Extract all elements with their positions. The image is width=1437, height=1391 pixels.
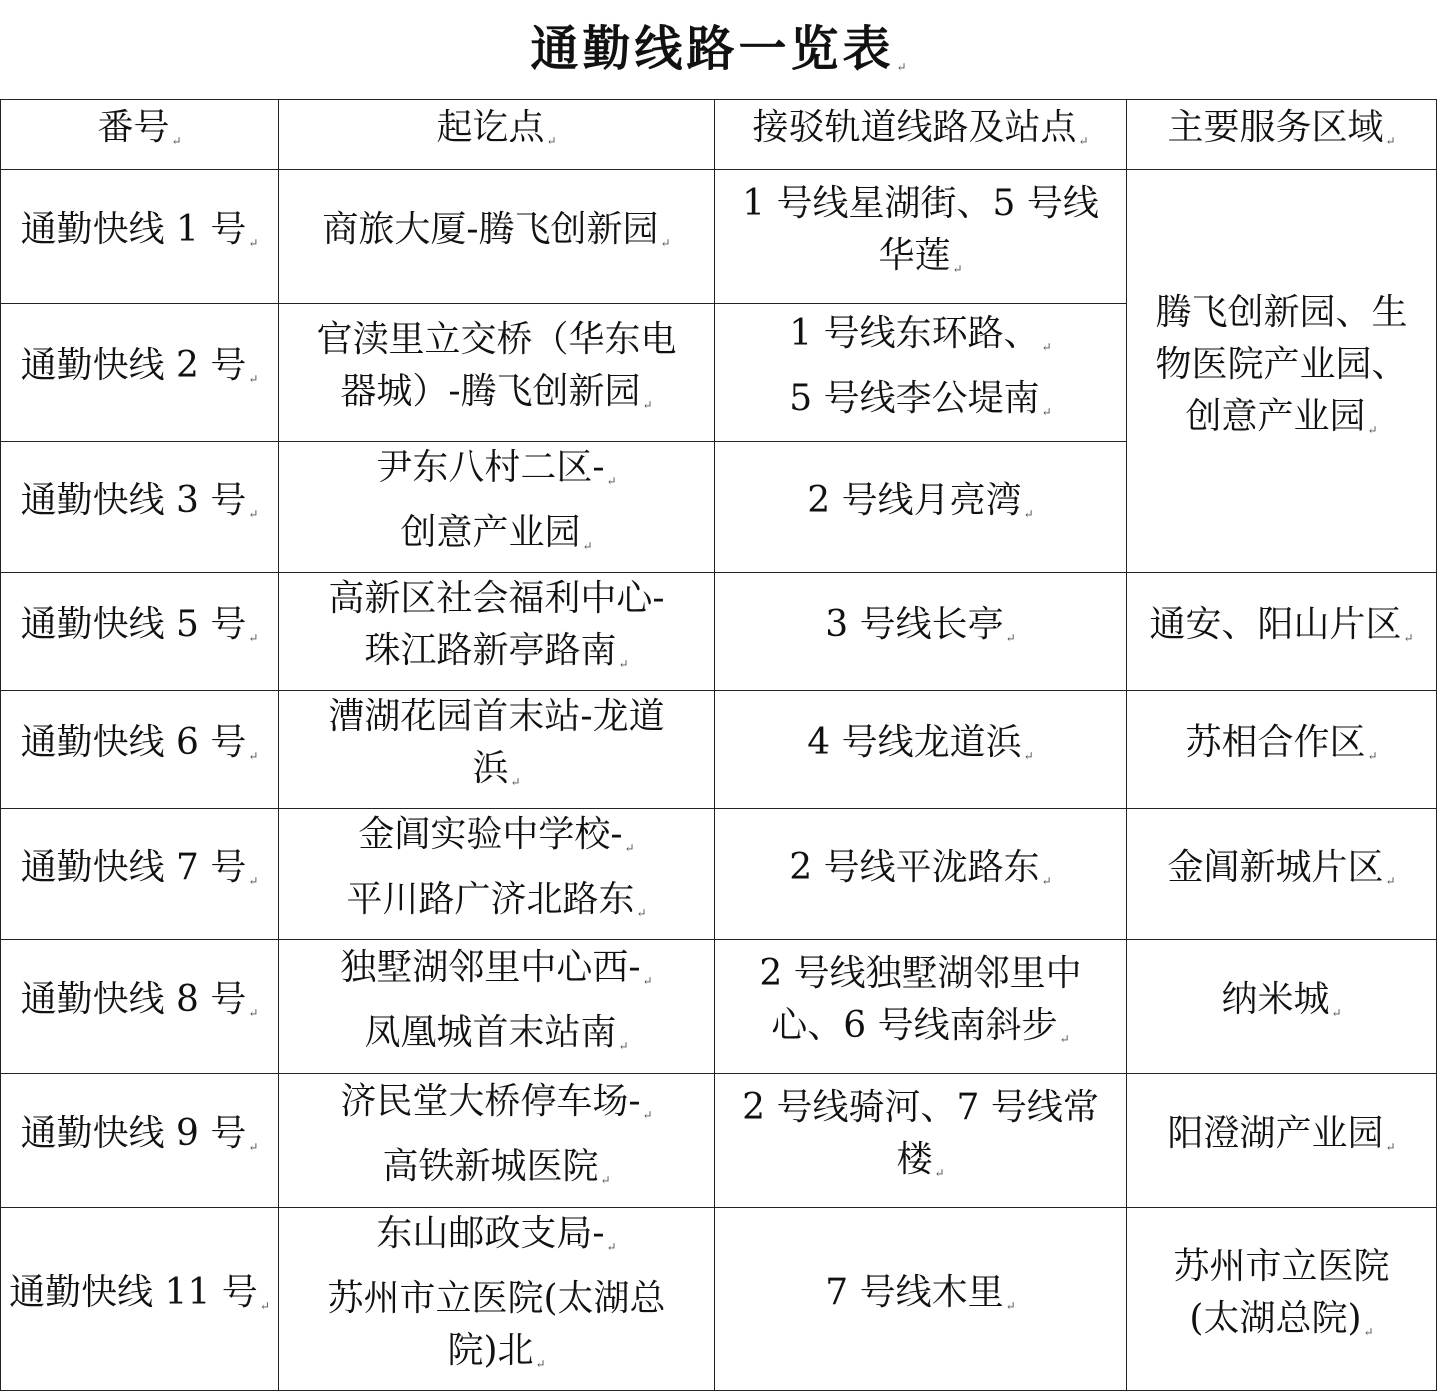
header-rail: 接驳轨道线路及站点 ↵ bbox=[715, 100, 1127, 170]
header-area: 主要服务区域 ↵ bbox=[1127, 100, 1437, 170]
route-rail: 2 号线骑河、7 号线常 楼 ↵ bbox=[715, 1074, 1127, 1208]
route-rail: 4 号线龙道浜 ↵ bbox=[715, 691, 1127, 809]
route-endpoints: 漕湖花园首末站-龙道 浜 ↵ bbox=[279, 691, 715, 809]
route-area: 苏相合作区 ↵ bbox=[1127, 691, 1437, 809]
route-endpoints: 东山邮政支局- ↵ 苏州市立医院(太湖总 院)北 ↵ bbox=[279, 1208, 715, 1391]
route-area: 通安、阳山片区 ↵ bbox=[1127, 573, 1437, 691]
paragraph-mark: ↵ bbox=[896, 60, 907, 74]
table-row bbox=[1, 691, 1437, 809]
table-row bbox=[1, 170, 1437, 304]
table-row bbox=[1, 1074, 1437, 1208]
route-area: 阳澄湖产业园 ↵ bbox=[1127, 1074, 1437, 1208]
title-text: 通勤线路一览表 bbox=[530, 21, 895, 77]
route-number: 通勤快线 11 号 ↵ bbox=[1, 1208, 279, 1391]
route-endpoints: 高新区社会福利中心- 珠江路新亭路南 ↵ bbox=[279, 573, 715, 691]
commute-routes-table bbox=[0, 99, 1437, 1391]
route-area: 纳米城 ↵ bbox=[1127, 940, 1437, 1074]
table-row bbox=[1, 940, 1437, 1074]
page-title bbox=[0, 14, 1437, 84]
route-number: 通勤快线 1 号 ↵ bbox=[1, 170, 279, 304]
route-endpoints: 济民堂大桥停车场- ↵ 高铁新城医院 ↵ bbox=[279, 1074, 715, 1208]
route-rail: 2 号线独墅湖邻里中 心、6 号线南斜步 ↵ bbox=[715, 940, 1127, 1074]
route-endpoints: 官渎里立交桥（华东电 器城）-腾飞创新园 ↵ bbox=[279, 304, 715, 442]
route-rail: 1 号线东环路、 ↵ 5 号线李公堤南 ↵ bbox=[715, 304, 1127, 442]
route-endpoints: 金阊实验中学校- ↵ 平川路广济北路东 ↵ bbox=[279, 809, 715, 940]
table-row bbox=[1, 1208, 1437, 1391]
route-rail: 7 号线木里 ↵ bbox=[715, 1208, 1127, 1391]
route-number: 通勤快线 5 号 ↵ bbox=[1, 573, 279, 691]
route-rail: 1 号线星湖街、5 号线 华莲 ↵ bbox=[715, 170, 1127, 304]
header-number: 番号 ↵ bbox=[1, 100, 279, 170]
route-number: 通勤快线 9 号 ↵ bbox=[1, 1074, 279, 1208]
route-number: 通勤快线 6 号 ↵ bbox=[1, 691, 279, 809]
route-area: 金阊新城片区 ↵ bbox=[1127, 809, 1437, 940]
route-area: 苏州市立医院 (太湖总院) ↵ bbox=[1127, 1208, 1437, 1391]
route-number: 通勤快线 7 号 ↵ bbox=[1, 809, 279, 940]
route-endpoints: 商旅大厦-腾飞创新园 ↵ bbox=[279, 170, 715, 304]
route-rail: 2 号线平泷路东 ↵ bbox=[715, 809, 1127, 940]
route-number: 通勤快线 3 号 ↵ bbox=[1, 442, 279, 573]
header-endpoints: 起讫点 ↵ bbox=[279, 100, 715, 170]
route-rail: 2 号线月亮湾 ↵ bbox=[715, 442, 1127, 573]
table-header-row bbox=[1, 100, 1437, 170]
route-number: 通勤快线 8 号 ↵ bbox=[1, 940, 279, 1074]
route-endpoints: 独墅湖邻里中心西- ↵ 凤凰城首末站南 ↵ bbox=[279, 940, 715, 1074]
route-endpoints: 尹东八村二区- ↵ 创意产业园 ↵ bbox=[279, 442, 715, 573]
table-row bbox=[1, 809, 1437, 940]
route-rail: 3 号线长亭 ↵ bbox=[715, 573, 1127, 691]
route-area-merged: 腾飞创新园、生 物医院产业园、 创意产业园 ↵ bbox=[1127, 170, 1437, 573]
route-number: 通勤快线 2 号 ↵ bbox=[1, 304, 279, 442]
table-row bbox=[1, 573, 1437, 691]
